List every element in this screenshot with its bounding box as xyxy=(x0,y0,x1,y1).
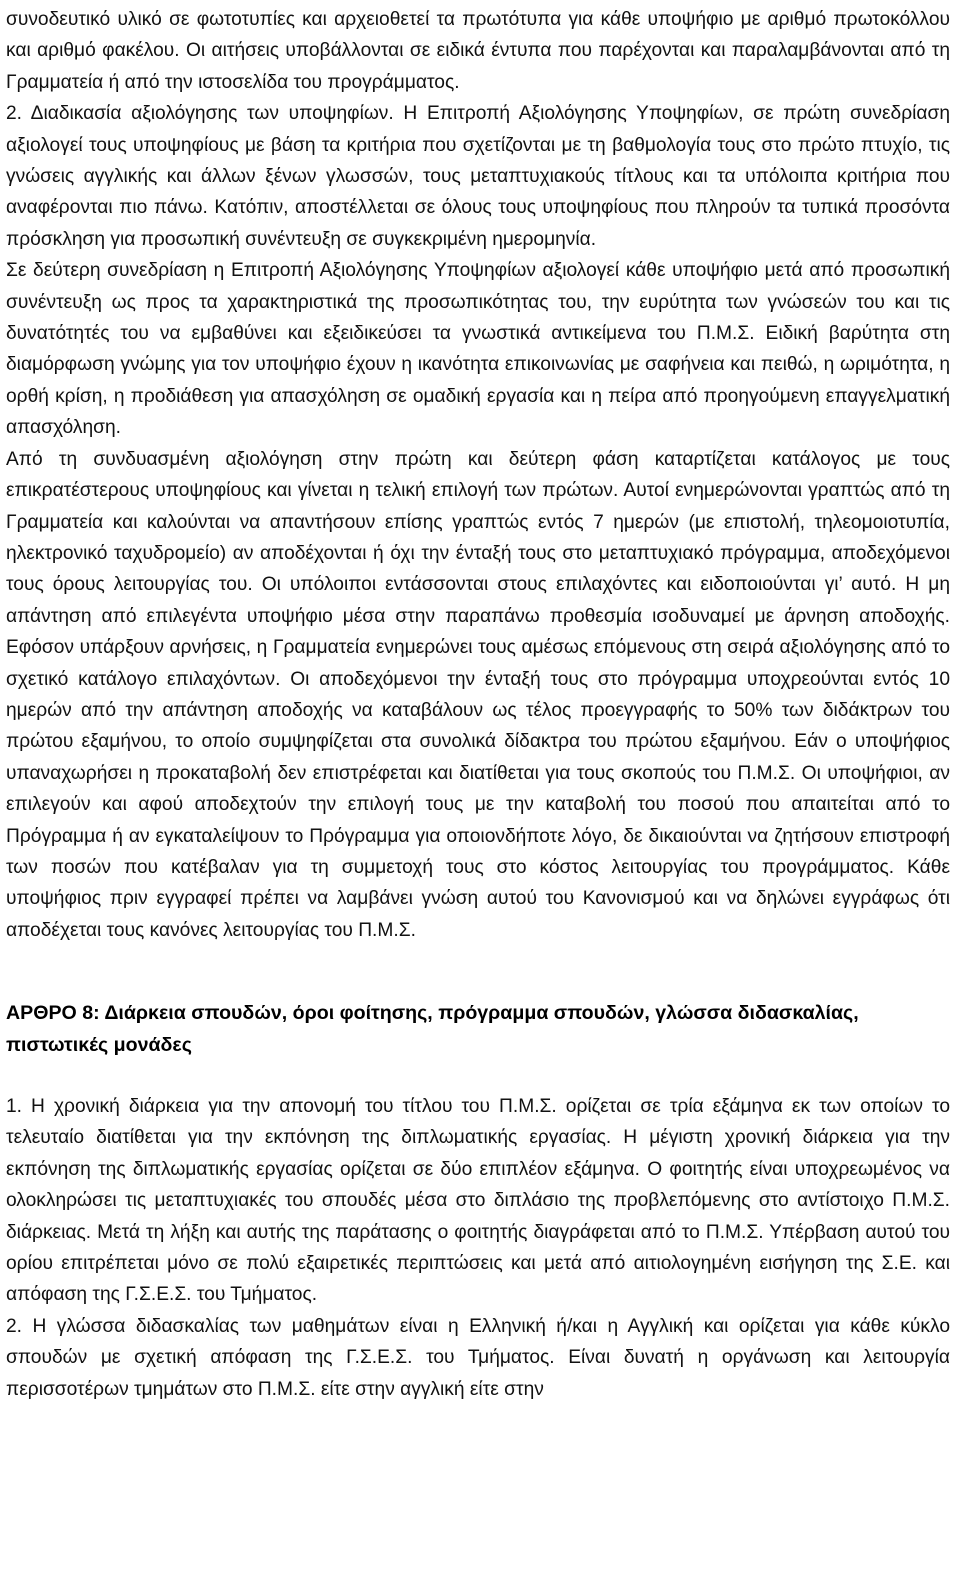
document-page xyxy=(6,4,950,1405)
section-spacer xyxy=(6,1061,950,1091)
paragraph-application-submission: συνοδευτικό υλικό σε φωτοτυπίες και αρχειοθετεί τα πρωτότυπα για κάθε υποψήφιο με αριθμό πρωτοκόλλου και αριθμό φακέλου. Οι αιτήσεις υποβάλλονται σε ειδικά έντυπα που παρέχονται και παραλαμβάνονται από τη Γραμματεία ή από την ιστοσελίδα του προγράμματος. xyxy=(6,9,950,93)
section-spacer xyxy=(6,946,950,998)
paragraph-final-selection: Από τη συνδυασμένη αξιολόγηση στην πρώτη και δεύτερη φάση καταρτίζεται κατάλογος με τους επικρατέστερους υποψηφίους και γίνεται η τελική επιλογή των πρώτων. Αυτοί ενημερώνονται γραπτώς από τη Γραμματεία και καλούνται να απαντήσουν επίσης γραπτώς εντός 7 ημερών (με επιστολή, τηλεομοιοτυπία, ηλεκτρονικό ταχυδρομείο) αν αποδέχονται ή όχι την ένταξή τους στο μεταπτυχιακό πρόγραμμα, αποδεχόμενοι τους όρους λειτουργίας του. Οι υπόλοιποι εντάσσονται στους επιλαχόντες και ειδοποιούνται γι’ αυτό. Η μη απάντηση από επιλεγέντα υποψήφιο μέσα στην παραπάνω προθεσμία ισοδυναμεί με άρνηση αποδοχής. Εφόσον υπάρξουν αρνήσεις, η Γραμματεία ενημερώνει τους αμέσως επόμενους στη σειρά αξιολόγησης από το σχετικό κατάλογο επιλαχόντων. Οι αποδεχόμενοι την ένταξή τους στο πρόγραμμα υποχρεούνται εντός 10 ημερών από την απάντηση αποδοχής να καταβάλουν ως τέλος προεγγραφής το 50% των διδάκτρων του πρώτου εξαμήνου, το οποίο συμψηφίζεται στα συνολικά δίδακτρα του πρώτου εξαμήνου. Εάν ο υποψήφιος υπαναχωρήσει η προκαταβολή δεν επιστρέφεται και διατίθεται για τους σκοπούς του Π.Μ.Σ. Οι υποψήφιοι, αν επιλεγούν και αφού αποδεχτούν την επιλογή τους με την καταβολή του ποσού που απαιτείται από το Πρόγραμμα ή αν εγκαταλείψουν το Πρόγραμμα για οποιονδήποτε λόγο, δε δικαιούνται να ζητήσουν επιστροφή των ποσών που κατέβαλαν για τη συμμετοχή τους στο κόστος λειτουργίας του προγράμματος. Κάθε υποψήφιος πριν εγγραφεί πρέπει να λαμβάνει γνώση αυτού του Κανονισμού και να δηλώνει εγγράφως ότι αποδέχεται τους κανόνες λειτουργίας του Π.Μ.Σ. xyxy=(6,448,950,941)
paragraph-second-session-interview: Σε δεύτερη συνεδρίαση η Επιτροπή Αξιολόγησης Υποψηφίων αξιολογεί κάθε υποψήφιο μετά από προσωπική συνέντευξη ως προς τα χαρακτηριστικά της προσωπικότητας του, την ευρύτητα των γνώσεών του και τις δυνατότητές του να εμβαθύνει και εξειδικεύσει τα γνωστικά αντικείμενα του Π.Μ.Σ. Ειδική βαρύτητα στη διαμόρφωση γνώμης για τον υποψήφιο έχουν η ικανότητα επικοινωνίας με σαφήνεια και πειθώ, η ωριμότητα, η ορθή κρίση, η προδιάθεση για απασχόληση σε ομαδική εργασία και η πείρα από προηγούμενη επαγγελματική απασχόληση. xyxy=(6,260,950,439)
article-8-heading: ΑΡΘΡΟ 8: Διάρκεια σπουδών, όροι φοίτησης, πρόγραμμα σπουδών, γλώσσα διδασκαλίας, πιστωτικές μονάδες xyxy=(6,1002,859,1056)
paragraph-evaluation-procedure: 2. Διαδικασία αξιολόγησης των υποψηφίων. Η Επιτροπή Αξιολόγησης Υποψηφίων, σε πρώτη συνεδρίαση αξιολογεί τους υποψηφίους με βάση τα κριτήρια που σχετίζονται με τη βαθμολογία τους στο πρώτο πτυχίο, τις γνώσεις αγγλικής και άλλων ξένων γλωσσών, τους μεταπτυχιακούς τίτλους και τα υπόλοιπα κριτήρια που αναφέρονται πιο πάνω. Κατόπιν, αποστέλλεται σε όλους τους υποψηφίους που πληρούν τα τυπικά προσόντα πρόσκληση για προσωπική συνέντευξη σε συγκεκριμένη ημερομηνία. xyxy=(6,103,950,250)
paragraph-duration-of-studies: 1. Η χρονική διάρκεια για την απονομή του τίτλου του Π.Μ.Σ. ορίζεται σε τρία εξάμηνα εκ των οποίων το τελευταίο διατίθεται για την εκπόνηση της διπλωματικής εργασίας. Η μέγιστη χρονική διάρκεια για την εκπόνηση της διπλωματικής εργασίας ορίζεται σε δύο επιπλέον εξάμηνα. Ο φοιτητής είναι υποχρεωμένος να ολοκληρώσει τις μεταπτυχιακές του σπουδές μέσα στο διπλάσιο της προβλεπόμενης στο αντίστοιχο Π.Μ.Σ. διάρκειας. Μετά τη λήξη και αυτής της παράτασης ο φοιτητής διαγράφεται από το Π.Μ.Σ. Υπέρβαση αυτού του ορίου επιτρέπεται μόνο σε πολύ εξαιρετικές περιπτώσεις και μετά από αιτιολογημένη εισήγηση της Σ.Ε. και απόφαση της Γ.Σ.Ε.Σ. του Τμήματος. xyxy=(6,1096,950,1306)
paragraph-language-of-instruction: 2. Η γλώσσα διδασκαλίας των μαθημάτων είναι η Ελληνική ή/και η Αγγλική και ορίζεται για κάθε κύκλο σπουδών με σχετική απόφαση της Γ.Σ.Ε.Σ. του Τμήματος. Είναι δυνατή η οργάνωση και λειτουργία περισσοτέρων τμημάτων στο Π.Μ.Σ. είτε στην αγγλική είτε στην xyxy=(6,1315,950,1400)
